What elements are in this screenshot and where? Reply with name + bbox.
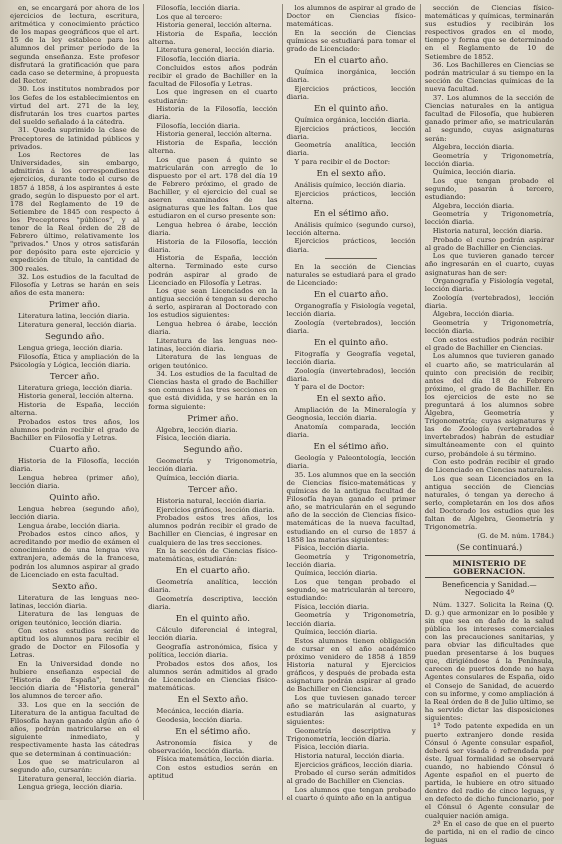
paragraph: Los alumnos que tuvieren ganado el cuarto año, se matricularán al quinto con precisión de recibir, antes del día 18 de Febrero próximo, el grado de Bachiller. En los ejercicios de este no se preguntará á los alumnos sobre Álgebra, Geometría y Trigonometría; cuyas asignaturas y las de Zoología (vertebrados é invertebrados) habrán de estudiar simultáneamente con el quinto curso, probándole á su término. <box>424 352 554 458</box>
section-heading: En el quinto año. <box>314 103 389 114</box>
paragraph: Probado el curso podrán aspirar al grado de Bachiller en Ciencias. <box>424 235 554 252</box>
paragraph: Álgebra, lección diaria. <box>432 143 515 152</box>
paragraph: Filosofía, Ética y ampliación de la Psicología y Lógica, lección diaria. <box>10 352 140 369</box>
signature-note: (G. de M. núm. 1784.) <box>477 532 554 540</box>
section-heading: En el cuarto año. <box>313 289 389 300</box>
paragraph: Lengua griega, lección diaria. <box>18 783 123 792</box>
paragraph: Álgebra, lección diaria. <box>432 201 515 210</box>
paragraph: Filosofía, lección diaria. <box>156 121 241 130</box>
paragraph: Y para recibir el de Doctor: <box>294 157 391 166</box>
paragraph: Física, lección diaria. <box>294 743 370 752</box>
paragraph: Historia de España, lección alterna. <box>10 401 140 418</box>
paragraph: Historia de España, lección alterna. Terminado este curso podrán aspirar al grado de Licenciado en Filosofía y Letras. <box>148 254 278 287</box>
paragraph: Ejercicios gráficos, lección diaria. <box>156 505 275 514</box>
paragraph: Química inorgánica, lección diaria. <box>286 68 416 85</box>
paragraph: Los que ingresen en el cuarto estudiarán: <box>148 88 278 105</box>
paragraph: Zoología (vertebrados), lección diaria. <box>424 293 554 310</box>
paragraph: 32. Los estudios de la facultad de Filosofía y Letras se harán en seis años de esta manera: <box>10 273 140 298</box>
paragraph: en, se encargará por ahora de los ejercicios de lectura, escritura, aritmética y conocimiento práctico de los mapas geográficos que el art. 15 de la ley establece para los alumnos del primer período de la segunda enseñanza. Este profesor disfrutará la gratificación que para cada caso se determine, á propuesta del Rector. <box>10 4 140 85</box>
section-heading: En el cuarto año. <box>313 56 389 67</box>
paragraph: Análisis químico (segundo curso), lección alterna. <box>286 220 416 237</box>
paragraph: Ejercicios prácticos, lección alterna. <box>286 189 416 206</box>
paragraph: Con estos estudios podrán recibir el grado de Bachiller en Ciencias. <box>424 335 554 352</box>
paragraph: Historia natural, lección diaria. <box>156 497 266 506</box>
paragraph: Historia de la Filosofía, lección diaria. <box>10 457 140 474</box>
paragraph: 30. Los institutos nombrados por los Gefes de los establecimientos en virtud del art. 271 de la ley, disfrutarán los tres cuartos partes del sueldo señalado á la cátedra. <box>10 85 140 126</box>
paragraph: Física, lección diaria. <box>156 434 231 443</box>
paragraph: Los que se matricularon al segundo año, cursarán: <box>10 758 140 775</box>
paragraph: Ejercicios gráficos, lección diaria. <box>294 760 413 769</box>
paragraph: En la sección de Ciencias químicas se estudiará para tomar el grado de Licenciado: <box>286 28 416 53</box>
paragraph: Cálculo diferencial é integral, lección diaria. <box>148 626 278 643</box>
paragraph: Geometría y Trigonometría, lección diaria. <box>286 611 416 628</box>
paragraph: Análisis químico, lección diaria. <box>294 181 406 189</box>
column-1 <box>6 4 143 800</box>
paragraph: Literatura general, lección diaria. <box>18 774 137 783</box>
paragraph: Concluidos estos años podrán recibir el grado de Bachiller en la facultad de Filosofía y Letras. <box>148 63 278 88</box>
section-heading: En el sétimo año. <box>313 208 389 219</box>
paragraph: Geografía astronómica, física y política, lección diaria. <box>148 642 278 659</box>
section-heading: En el quinto año. <box>175 614 250 625</box>
paragraph: Con estos estudios serán de aptitud los alumnos para recibir el grado de Doctor en Filosofía y Letras. <box>10 627 140 660</box>
paragraph: Geometría y Trigonometría, lección diaria. <box>424 319 554 336</box>
paragraph: Núm. 1327. Solicita la Reina (Q. D. g.) que armonizar en lo posible y sin que sea en daño de la salud pública los intereses comerciales con las precauciones sanitarias, y para obviar las dificultades que puedan presentarse á los buques que, dirigiéndose á la Península, carecen de puertos donde no haya Agentes consulares de España, oido el Consejo de Sanidad, de acuerdo con su informe, y como ampliación á la Real órden de 8 de Julio último, se ha servido dictar las disposiciones siguientes: <box>424 600 554 722</box>
paragraph: Física, lección diaria. <box>294 602 370 611</box>
paragraph: Mecánica, lección diaria. <box>156 706 244 715</box>
section-heading: Segundo año. <box>183 445 243 456</box>
paragraph: Geometría y Trigonometría, lección diaria. <box>424 151 554 168</box>
paragraph: Zoología (invertebrados), lección diaria. <box>286 366 416 383</box>
paragraph: Geometría y Trigonometría, lección diaria. <box>148 457 278 474</box>
paragraph: Literatura general, lección diaria. <box>156 46 275 55</box>
paragraph: Historia general, lección alterna. <box>156 21 272 30</box>
paragraph: Lengua hebrea ó árabe, lección diaria. <box>148 220 278 238</box>
paragraph: Probados estos cinco años, y acreditando por medio de exámen el conocimiento de una lengua viva extranjera, además de la francesa, podrán los alumnos aspirar al grado de Licenciado en esta facultad. <box>10 530 140 579</box>
paragraph: 1ª Todo patente expedida en un puerto extranjero donde resida Cónsul ó Agente consular español, deberá ser visada ó refrendada por éste. Igual formalidad se observará cuando, no habiendo Cónsul ó Agente español en el puerto de partida, le hubiere en otro situado dentro del radio de cinco leguas, y en defecto de dicho funcionario, por el Cónsul ó Agente consular de cualquier nación amiga. <box>424 722 554 820</box>
paragraph: Probados estos dos años, los alumnos serán admitidos al grado de Licenciado en Ciencias físico-matemáticas. <box>148 659 278 692</box>
paragraph: Ampliación de la Mineralogía y Geognosia, lección diaria. <box>286 406 416 423</box>
paragraph: Fitografía y Geografía vegetal, lección diaria. <box>286 349 416 366</box>
paragraph: Los que tengan probado el segundo, se matricularán al tercero, estudiando: <box>286 578 416 603</box>
paragraph: Álgebra, lección diaria. <box>156 425 238 434</box>
paragraph: 33. Los que en la sección de Literatura de la antigua facultad de Filosofía hayan ganado algún año ó años, podrán matricularse en el siguiente inmediato, y respectivamente hasta las cátedras que se determinan á continuación: <box>10 700 140 758</box>
paragraph: Geometría analítica, lección diaria. <box>148 578 278 595</box>
paragraph: Química, lección diaria. <box>156 473 240 482</box>
paragraph: Lengua hebrea ó árabe, lección diaria. <box>148 320 278 337</box>
paragraph: Literatura general, lección diaria. <box>18 320 137 329</box>
paragraph: Geometría y Trigonometría, lección diaria. <box>286 552 416 569</box>
paragraph: Álgebra, lección diaria. <box>432 310 515 319</box>
paragraph: Filosofía, lección diaria. <box>156 55 241 64</box>
paragraph: 37. Los alumnos de la sección de Ciencias naturales en la antigua facultad de Filosofía, que hubieren ganado primer año, se matricularán al segundo, cuyas asignaturas serán: <box>424 94 554 143</box>
paragraph: Historia de España, lección alterna. <box>148 29 278 46</box>
paragraph: Ejercicios prácticos, lección diaria. <box>286 237 416 254</box>
paragraph: Lengua hebrea (primer año), lección diaria. <box>10 473 140 490</box>
paragraph: 31. Queda suprimido la clase de Preceptores de latinidad públicos y privados. <box>10 126 140 151</box>
paragraph: 34. Los estudios de la facultad de Ciencias hasta el grado de Bachiller son comunes á las tres secciones en que está dividida, y se harán en la forma siguiente: <box>148 370 278 411</box>
section-heading: Segundo año. <box>44 332 105 343</box>
paragraph: Física, lección diaria. <box>294 544 370 553</box>
ministry-title: MINISTERIO DE GOBERNACION. <box>452 559 527 577</box>
section-heading: Tercer año. <box>49 371 100 382</box>
paragraph: Química, lección diaria. <box>294 569 378 578</box>
section-heading: Sexto año. <box>51 581 98 592</box>
paragraph: Literatura de las lenguas de origen teutónico, lección diaria. <box>10 610 140 627</box>
paragraph: Geometría analítica, lección diaria. <box>286 141 416 158</box>
paragraph: Geodesia, lección diaria. <box>156 715 243 724</box>
paragraph: Lengua griega, lección diaria. <box>18 344 123 353</box>
paragraph: Astronomía física y de observación, lección diaria. <box>148 738 278 755</box>
paragraph: Química, lección diaria. <box>294 628 378 637</box>
paragraph: Lengua hebrea (segundo año), lección diaria. <box>10 504 140 521</box>
paragraph: Probados estos tres años, los alumnos podrán recibir el grado de Bachiller en Ciencias, é ingresar en cualquiera de las tres secciones. <box>148 514 278 547</box>
section-heading: En el sexto año. <box>316 394 386 405</box>
department-subtitle: Beneficencia y Sanidad.—Negociado 4º <box>442 580 537 598</box>
paragraph: Filosofía, lección diaria. <box>156 4 241 12</box>
paragraph: Organografía y Fisiología vegetal, lección diaria. <box>424 277 554 294</box>
continued-note: (Se continuará.) <box>456 543 523 553</box>
divider-rule <box>425 555 554 556</box>
paragraph: Los Rectores de las Universidades, sin embargo, admitirán á los correspondientes ejercicios, durante todo el curso de 1857 á 1858, á los aspirantes á este grado, según lo dispuesto por el art. 178 del Reglamento de 19 de Setiembre de 1845 con respecto á los Preceptores "públicos", y al tenor de la Real órden de 28 de Febrero último, relativamente los "privados." Unos y otros satisfarán por depósito para este ejercicio y expedición de título, la cantidad de 300 reales. <box>10 151 140 273</box>
paragraph: Química, lección diaria. <box>432 168 516 177</box>
section-heading: En el sétimo año. <box>175 726 251 737</box>
paragraph: Probados estos tres años, los alumnos podrán recibir el grado de Bachiller en Filosofía y Letras. <box>10 417 140 442</box>
paragraph: Los que tengan probado el segundo, pasarán á tercero, estudiando: <box>424 176 554 202</box>
paragraph: Literatura griega, lección diaria. <box>18 383 133 392</box>
paragraph: Los que tuviesen ganado tercer año se matricularán al cuarto, y estudiarán las asignaturas siguientes: <box>286 693 416 727</box>
paragraph: 36. Los Bachilleres en Ciencias se podrán matricular á su tiempo en la sección de Ciencias químicas de la nueva facultad. <box>424 61 554 94</box>
text-columns <box>6 4 558 844</box>
section-heading: Cuarto año. <box>49 445 101 455</box>
paragraph: Geometría y Trigonometría, lección diaria. <box>424 210 554 227</box>
paragraph: Estos alumnos tienen obligación de cursar en el año académico próximo venidero de 1858 á 1859 Historia natural y Ejercicios gráficos, y después de probada esta asignatura podrán aspirar al grado de Bachiller en Ciencias. <box>286 636 416 694</box>
paragraph: Historia natural, lección diaria. <box>294 752 405 761</box>
section-heading: Primer año. <box>49 300 101 311</box>
paragraph: Organografía y Fisiología vegetal, lección diaria. <box>286 301 416 319</box>
paragraph: Ejercicios prácticos, lección diaria. <box>286 124 416 141</box>
paragraph: Literatura de las lenguas de origen teutónico. <box>148 353 278 370</box>
paragraph: Historia de España, lección alterna. <box>148 139 278 156</box>
paragraph: Los alumnos que tengan probado el cuarto ó quinto año en la antigua <box>286 785 416 802</box>
paragraph: Zoología (vertebrados), lección diaria. <box>286 318 416 335</box>
section-heading: En el cuarto año. <box>175 566 251 577</box>
paragraph: Química orgánica, lección diaria. <box>294 115 411 124</box>
paragraph: Historia general, lección alterna. <box>156 130 272 139</box>
column-2 <box>143 4 281 800</box>
paragraph: Física matemática, lección diaria. <box>156 755 275 764</box>
paragraph: En la Universidad donde no hubiere enseñanza especial de "Historia de España", tendrán lección diaria de "Historia general" los alumnos de tercer año. <box>10 659 140 701</box>
paragraph: En la sección de Ciencias físico-matemáticas, estudiarán: <box>148 547 278 564</box>
section-heading: En el quinto año. <box>314 337 389 348</box>
paragraph: Geometría descriptiva y Trigonometría, lección diaria. <box>286 726 416 743</box>
paragraph: Los que sean Licenciados en la antigua sección é tengan su derecho á serlo, aspiraran al Doctorado con los estudios siguientes: <box>148 287 278 320</box>
paragraph: Historia general, lección alterna. <box>18 392 134 401</box>
section-heading: En el sexto año. <box>316 169 386 179</box>
paragraph: Con esto podrán recibir el grado de Licenciado en Ciencias naturales. <box>424 458 554 475</box>
divider-rule <box>425 577 554 578</box>
paragraph: Los que tuvieren ganado tercer año ingresarán en el cuarto, cuyas asignaturas han de ser: <box>424 252 554 277</box>
paragraph: Los que pasen á quinto se matricularán con arreglo de lo dispuesto por el art. 178 del día 19 de Febrero próximo, el grado de Bachiller, y el ejercicio del cual se aseren examinados de las asignaturas que les faltan. Los que estudiaron en el curso presente son: <box>148 155 278 221</box>
paragraph: Geología y Paleontología, lección diaria. <box>286 454 416 471</box>
paragraph: 35. Los alumnos que en la sección de Ciencias físico-matemáticas y químicas de la antigua facultad de Filosofía hayan ganado el primer año, se matricularán en el segundo año de la sección de Ciencias físico-matemáticas de la nueva facultad, estudiando en el curso de 1857 á 1858 las materias siguientes: <box>286 470 416 544</box>
divider-rule <box>325 258 377 259</box>
paragraph: 2ª En el caso de que en el puerto de partida, ni en el radio de cinco leguas <box>424 820 554 844</box>
paragraph: Historia natural, lección diaria. <box>432 227 543 236</box>
paragraph: sección de Ciencias físico-matemáticas y químicas, terminarán sus estudios y recibirán los respectivos grados en el modo, tiempo y forma que se determinado en el Reglamento de 10 de Setiembre de 1852. <box>424 4 554 61</box>
section-heading: En el sétimo año. <box>313 442 389 453</box>
column-3 <box>282 4 420 800</box>
paragraph: Ejercicios prácticos, lección diaria. <box>286 84 416 101</box>
paragraph: Literatura de las lenguas neo-latinas, lección diaria. <box>10 593 140 610</box>
paragraph: Lengua árabe, lección diaria. <box>18 521 121 530</box>
section-heading: Tercer año. <box>188 485 238 496</box>
section-heading: Primer año. <box>187 413 239 424</box>
paragraph: Probado el curso serán admitidos al grado de Bachiller en Ciencias. <box>286 769 416 786</box>
paragraph: Geometría descriptiva, lección diaria. <box>148 595 278 612</box>
section-heading: En el Sexto año. <box>177 694 249 705</box>
paragraph: Y para el de Doctor: <box>294 383 365 392</box>
paragraph: Los que sean Licenciados en la antigua sección de Ciencias naturales, ó tengan ya derecho á serlo, completarán en los dos años del Doctorado los estudios que les faltan de Álgebra, Geometría y Trigonometría. <box>424 474 554 532</box>
paragraph: Historia de la Filosofía, lección diaria. <box>148 105 278 122</box>
paragraph: Literatura de las lenguas neo-latinas, lección diaria. <box>148 336 278 353</box>
section-heading: Quinto año. <box>49 492 100 503</box>
paragraph: En la sección de Ciencias naturales se estudiará para el grado de Licenciado: <box>286 262 416 287</box>
paragraph: los alumnos de aspirar al grado de Doctor en Ciencias físico-matemáticas. <box>286 4 416 29</box>
paragraph: Con estos estudios serán en aptitud <box>148 763 278 780</box>
paragraph: Los que al tercero: <box>156 12 223 21</box>
paragraph: Anatomía comparada, lección diaria. <box>286 422 416 440</box>
paragraph: Historia de la Filosofía, lección diaria. <box>148 237 278 254</box>
column-4 <box>420 4 558 844</box>
paragraph: Literatura latina, lección diaria. <box>18 312 130 321</box>
